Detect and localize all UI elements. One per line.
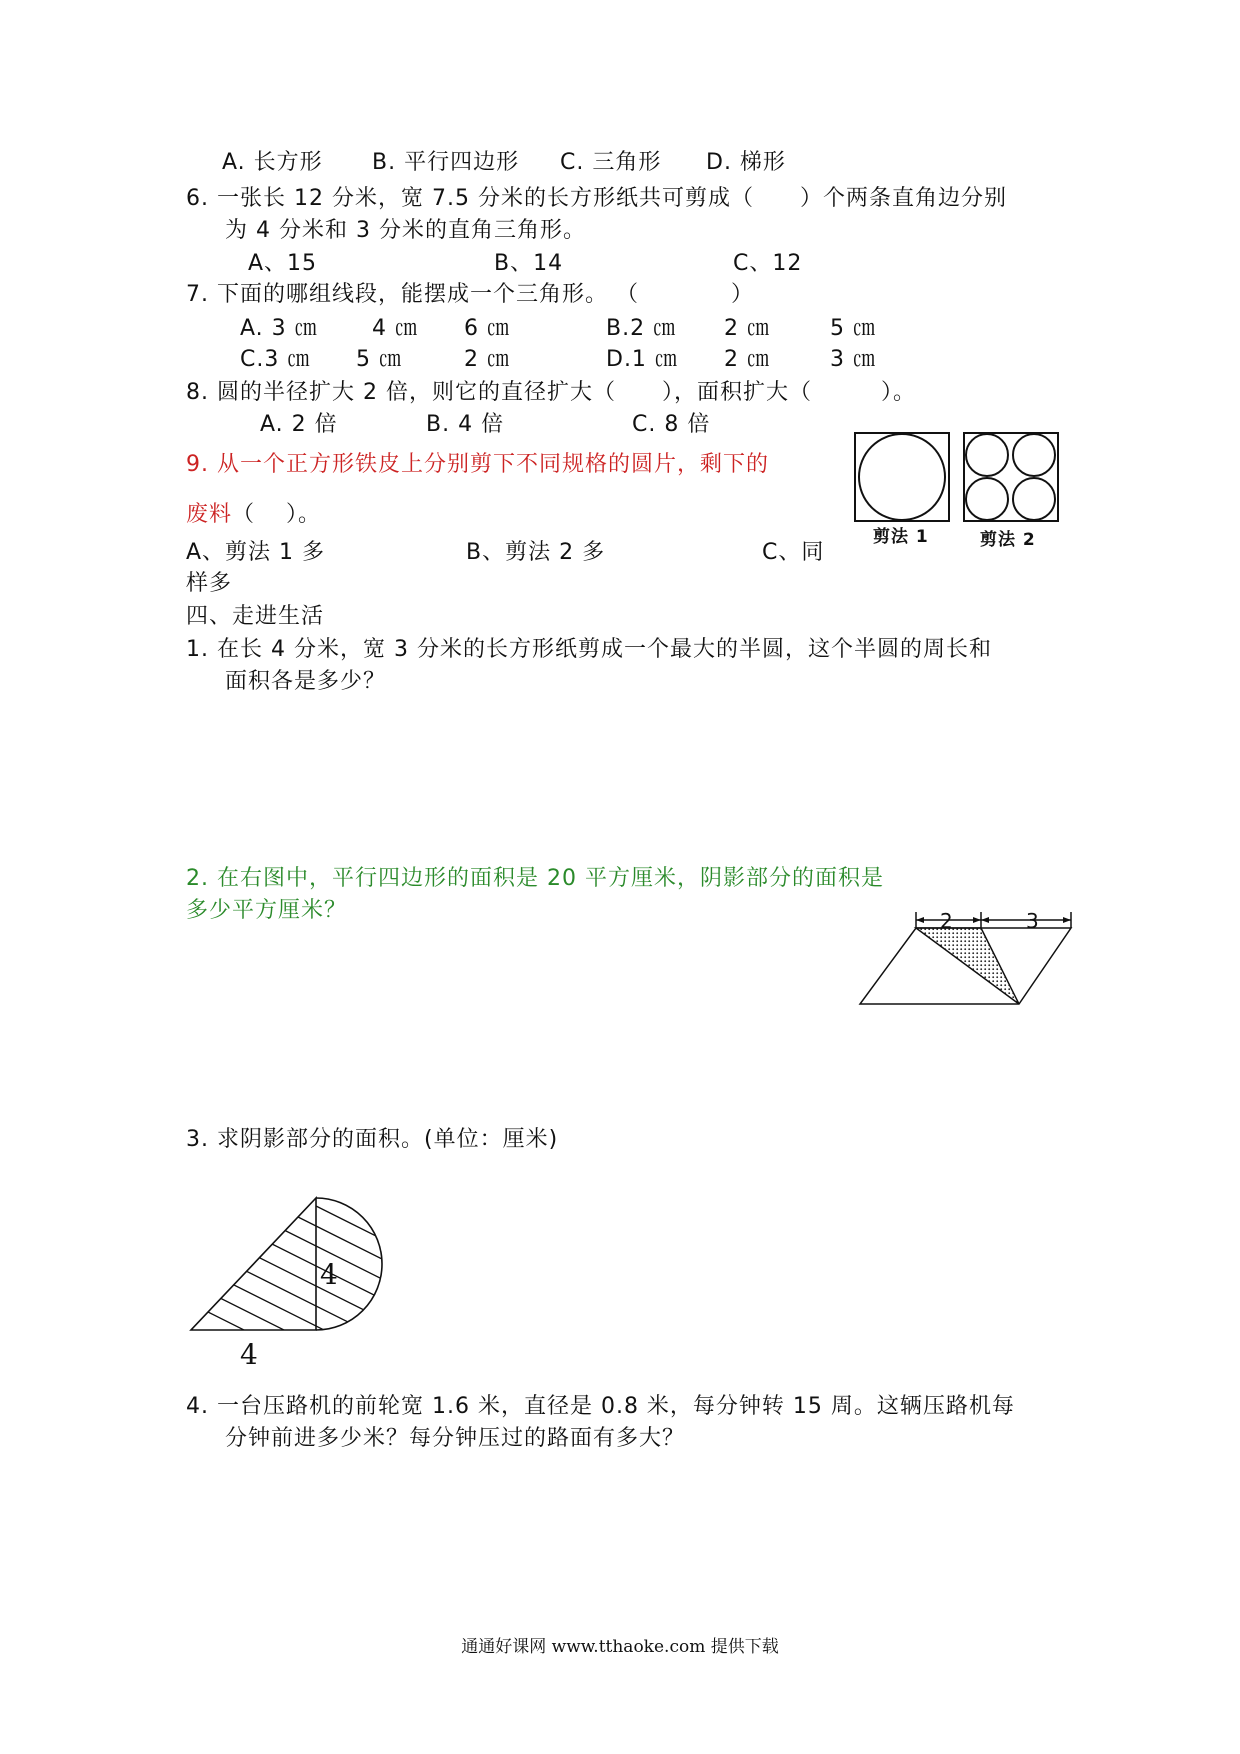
q7-option-c-1: C.3 ㎝ (240, 347, 311, 372)
q9-waste-word: 废料 (186, 502, 233, 527)
p1-stem-line1: 1. 在长 4 分米，宽 3 分米的长方形纸剪成一个最大的半圆，这个半圆的周长和 (186, 637, 992, 662)
q8-option-a: A. 2 倍 (260, 412, 338, 437)
p4-stem-line1: 4. 一台压路机的前轮宽 1.6 米，直径是 0.8 米，每分钟转 15 周。这辆压路机每 (186, 1394, 1015, 1419)
p3-stem: 3. 求阴影部分的面积。(单位：厘米) (186, 1127, 559, 1152)
q5-option-a: A. 长方形 (222, 150, 323, 175)
cut-method-2-figure (964, 433, 1058, 521)
q6-option-c: C、12 (733, 251, 803, 276)
q7-option-a-3: 6 ㎝ (464, 316, 510, 341)
p2-dimension-right: 3 (1026, 909, 1040, 933)
q8-option-b: B. 4 倍 (426, 412, 505, 437)
p4-stem-line2: 分钟前进多少米？每分钟压过的路面有多大？ (225, 1426, 686, 1451)
q9-option-a: A、剪法 1 多 (186, 540, 326, 565)
q9-stem-line1: 9. 从一个正方形铁皮上分别剪下不同规格的圆片，剩下的 (186, 452, 769, 477)
q6-stem-line1: 6. 一张长 12 分米，宽 7.5 分米的长方形纸共可剪成（ ）个两条直角边分别 (186, 186, 1007, 211)
p3-label-vertical: 4 (320, 1258, 339, 1291)
q5-option-b: B. 平行四边形 (372, 150, 520, 175)
q7-stem: 7. 下面的哪组线段，能摆成一个三角形。 （ ） (186, 282, 754, 307)
cut-method-1-label: 剪法 1 (873, 527, 929, 547)
q9-option-b: B、剪法 2 多 (466, 540, 606, 565)
shaded-triangle (916, 928, 1019, 1004)
q7-option-c-2: 5 ㎝ (356, 347, 402, 372)
cut-method-2-label: 剪法 2 (980, 530, 1036, 550)
page-footer: 通通好课网 www.tthaoke.com 提供下载 (461, 1637, 779, 1657)
q5-option-d: D. 梯形 (706, 150, 786, 175)
p2-stem-line1: 2. 在右图中，平行四边形的面积是 20 平方厘米，阴影部分的面积是 (186, 866, 884, 891)
q5-option-c: C. 三角形 (560, 150, 662, 175)
q7-option-a-2: 4 ㎝ (372, 316, 418, 341)
q7-option-d-2: 2 ㎝ (724, 347, 770, 372)
section-4-title: 四、走进生活 (186, 604, 325, 629)
q6-option-a: A、15 (248, 251, 318, 276)
p3-label-base: 4 (240, 1338, 259, 1371)
p2-dimension-left: 2 (940, 909, 954, 933)
q7-option-a-1: A. 3 ㎝ (240, 316, 318, 341)
p2-stem-line2: 多少平方厘米？ (186, 898, 348, 923)
q9-option-c-cont: 样多 (186, 571, 233, 596)
p3-shaded-figure (186, 1196, 386, 1336)
right-triangle (191, 1198, 316, 1330)
q6-stem-line2: 为 4 分米和 3 分米的直角三角形。 (225, 218, 586, 243)
q6-option-b: B、14 (494, 251, 564, 276)
q7-option-d-3: 3 ㎝ (830, 347, 876, 372)
q9-stem-line2 (186, 502, 321, 528)
q7-option-c-3: 2 ㎝ (464, 347, 510, 372)
q9-option-c: C、同 (762, 540, 825, 565)
q7-option-b-2: 2 ㎝ (724, 316, 770, 341)
cut-method-1-figure (855, 433, 949, 521)
p2-parallelogram-figure (856, 900, 1076, 1010)
q8-stem: 8. 圆的半径扩大 2 倍，则它的直径扩大（ ），面积扩大（ ）。 (186, 380, 916, 405)
q9-blank: （ ）。 (232, 502, 322, 527)
q7-option-b-3: 5 ㎝ (830, 316, 876, 341)
q8-option-c: C. 8 倍 (632, 412, 711, 437)
q7-option-b-1: B.2 ㎝ (606, 316, 677, 341)
q7-option-d-1: D.1 ㎝ (606, 347, 678, 372)
p1-stem-line2: 面积各是多少？ (225, 669, 387, 694)
